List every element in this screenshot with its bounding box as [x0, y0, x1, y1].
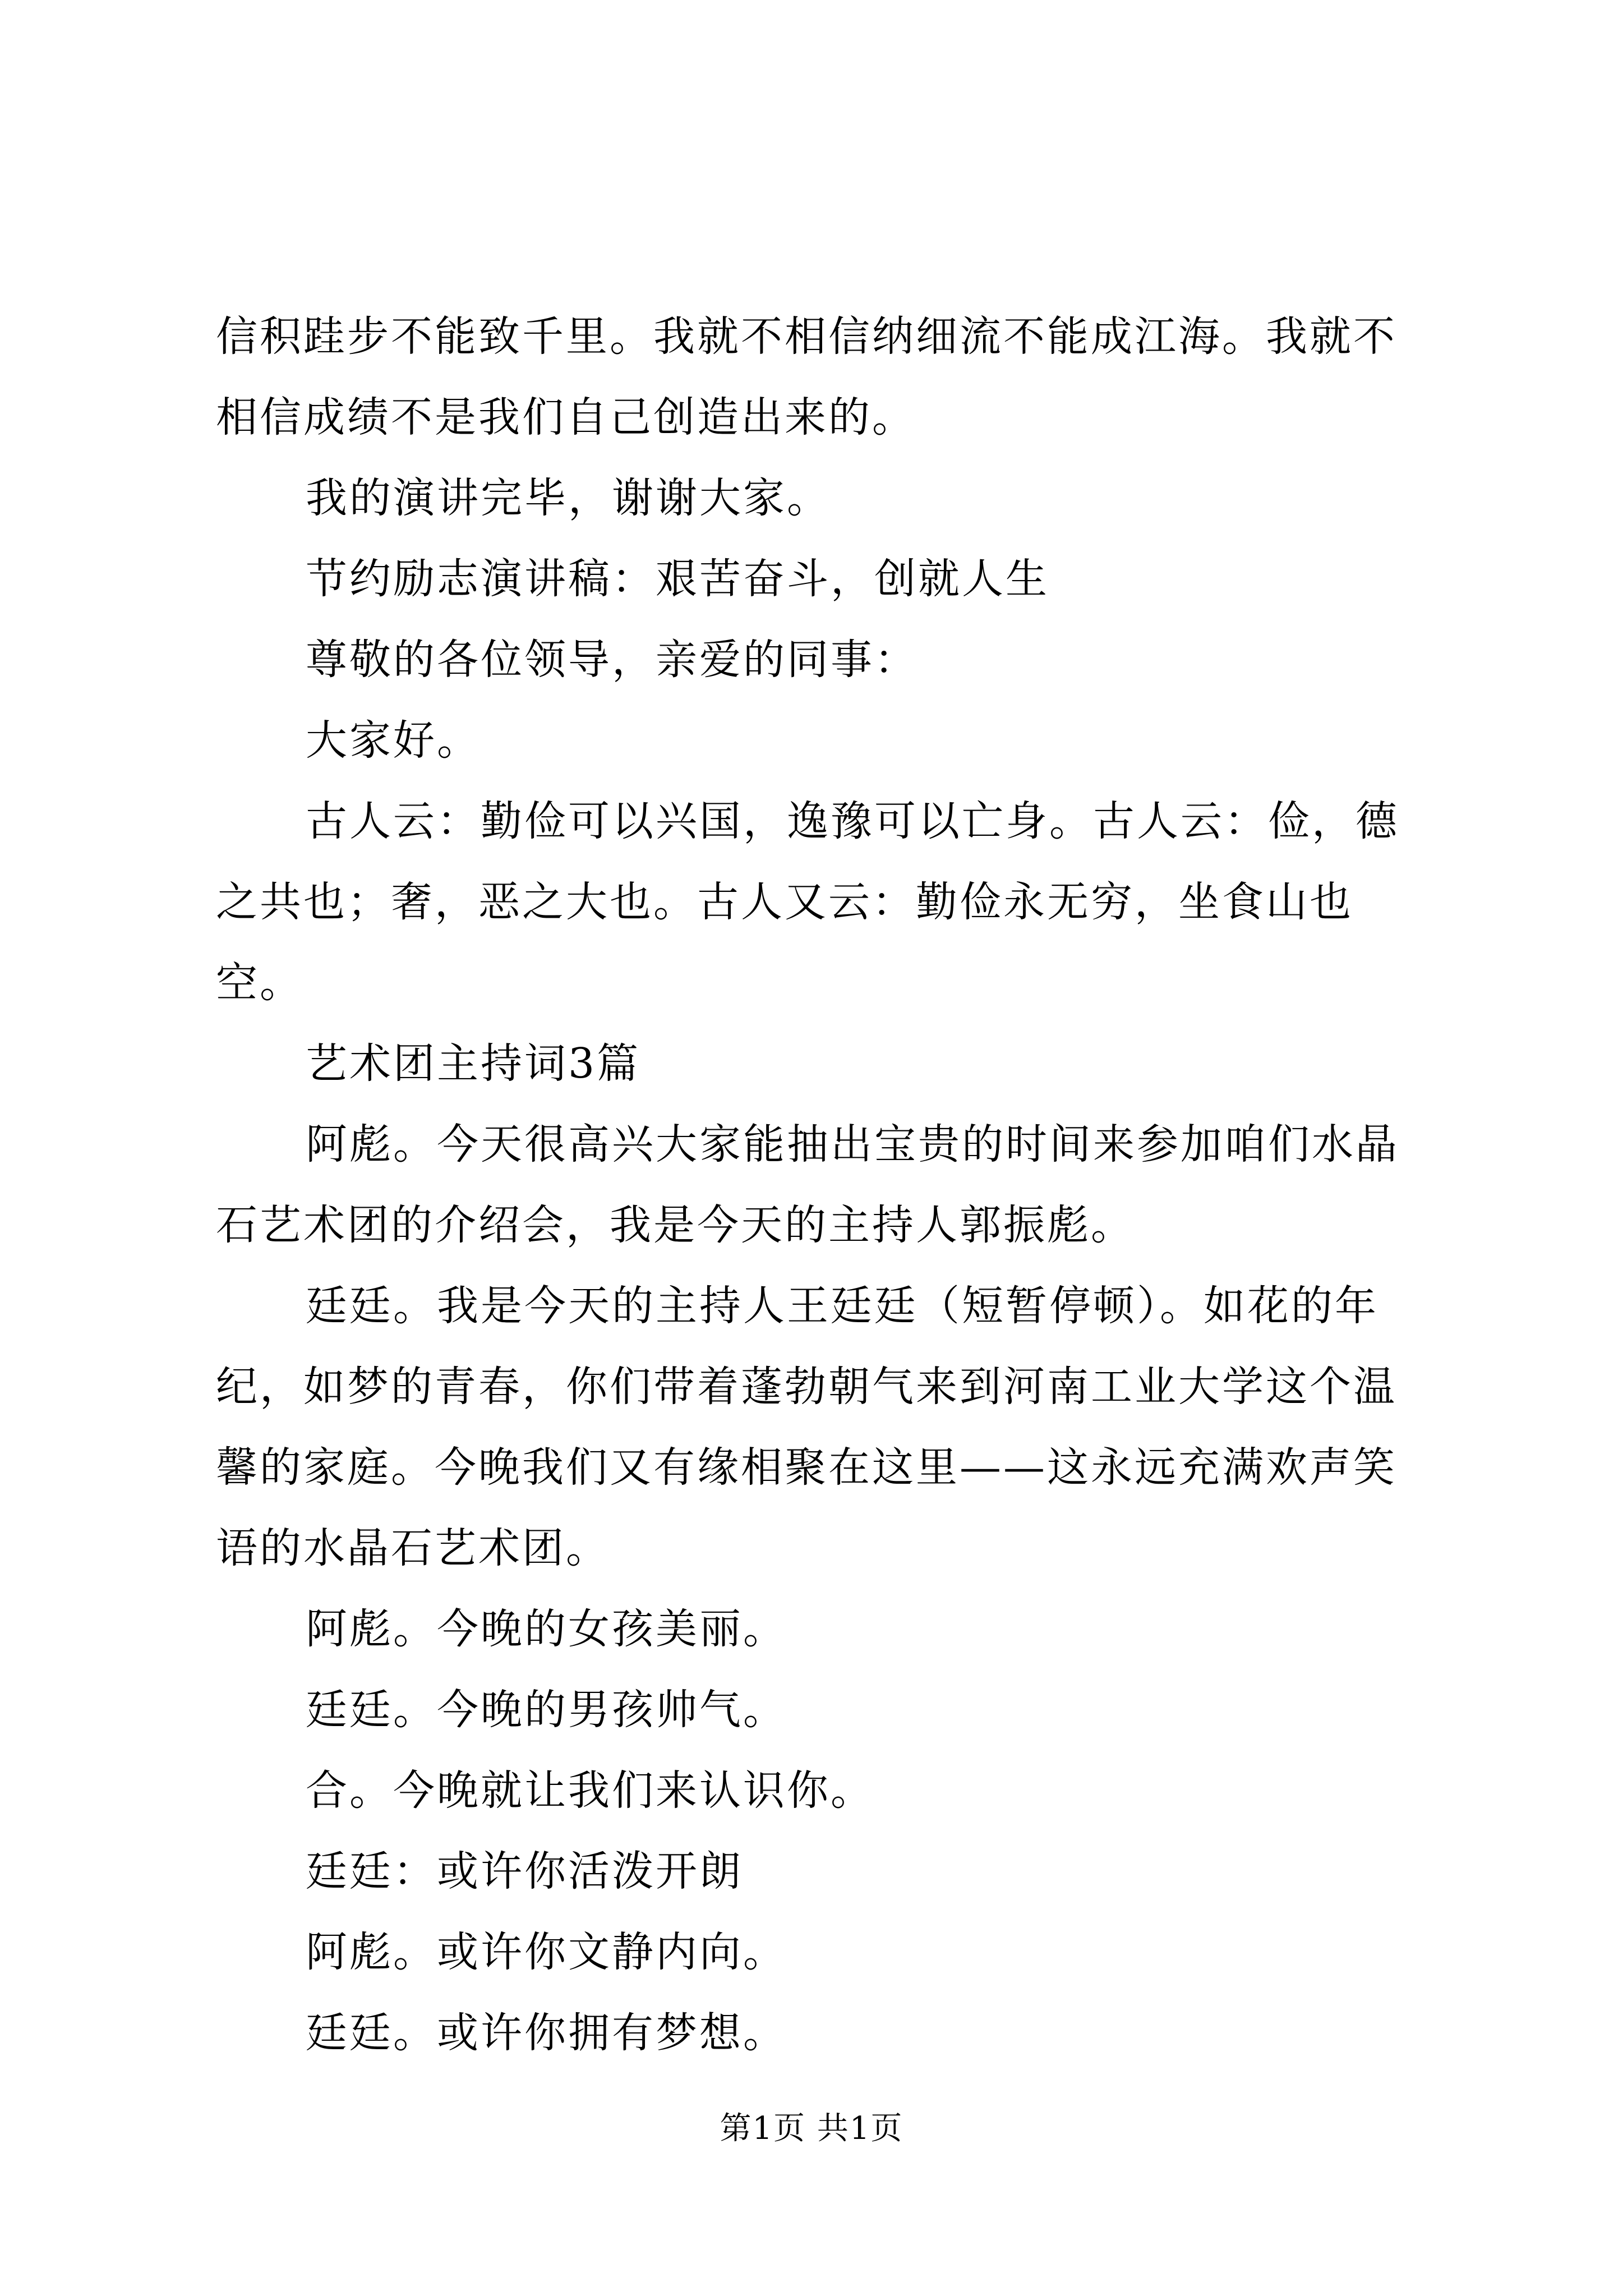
paragraph: 廷廷：或许你活泼开朗: [306, 1847, 743, 1895]
paragraph: 合。今晚就让我们来认识你。: [306, 1766, 874, 1815]
paragraph-title: 艺术团主持词3篇: [306, 1039, 641, 1088]
paragraph: 廷廷。我是今天的主持人王廷廷（短暂停顿）。如花的年纪，如梦的青春，你们带着蓬勃朝气来到河南工业大学这个温馨的家庭。今晚我们又有缘相聚在这里——这永远充满欢声笑语的水晶石艺术团。: [216, 1282, 1397, 1572]
paragraph: 阿彪。今晚的女孩美丽。: [306, 1605, 787, 1653]
paragraph: 信积跬步不能致千里。我就不相信纳细流不能成江海。我就不相信成绩不是我们自己创造出来的。: [216, 312, 1397, 441]
document-body: [216, 296, 1416, 2073]
paragraph: 廷廷。今晚的男孩帅气。: [306, 1686, 787, 1734]
page-footer: [0, 2109, 1623, 2148]
paragraph: 阿彪。今天很高兴大家能抽出宝贵的时间来参加咱们水晶石艺术团的介绍会，我是今天的主持人郭振彪。: [216, 1120, 1399, 1249]
paragraph: 阿彪。或许你文静内向。: [306, 1928, 787, 1976]
paragraph: 廷廷。或许你拥有梦想。: [306, 2009, 787, 2057]
paragraph: 尊敬的各位领导，亲爱的同事：: [306, 636, 918, 684]
page-number: 第1页 共1页: [720, 2110, 903, 2147]
paragraph-title: 节约励志演讲稿：艰苦奋斗，创就人生: [306, 555, 1049, 603]
paragraph: 我的演讲完毕，谢谢大家。: [306, 474, 831, 522]
paragraph: 古人云：勤俭可以兴国，逸豫可以亡身。古人云：俭，德之共也；奢，恶之大也。古人又云：勤俭永无穷，坐食山也空。: [216, 797, 1399, 1007]
paragraph: 大家好。: [306, 716, 481, 765]
